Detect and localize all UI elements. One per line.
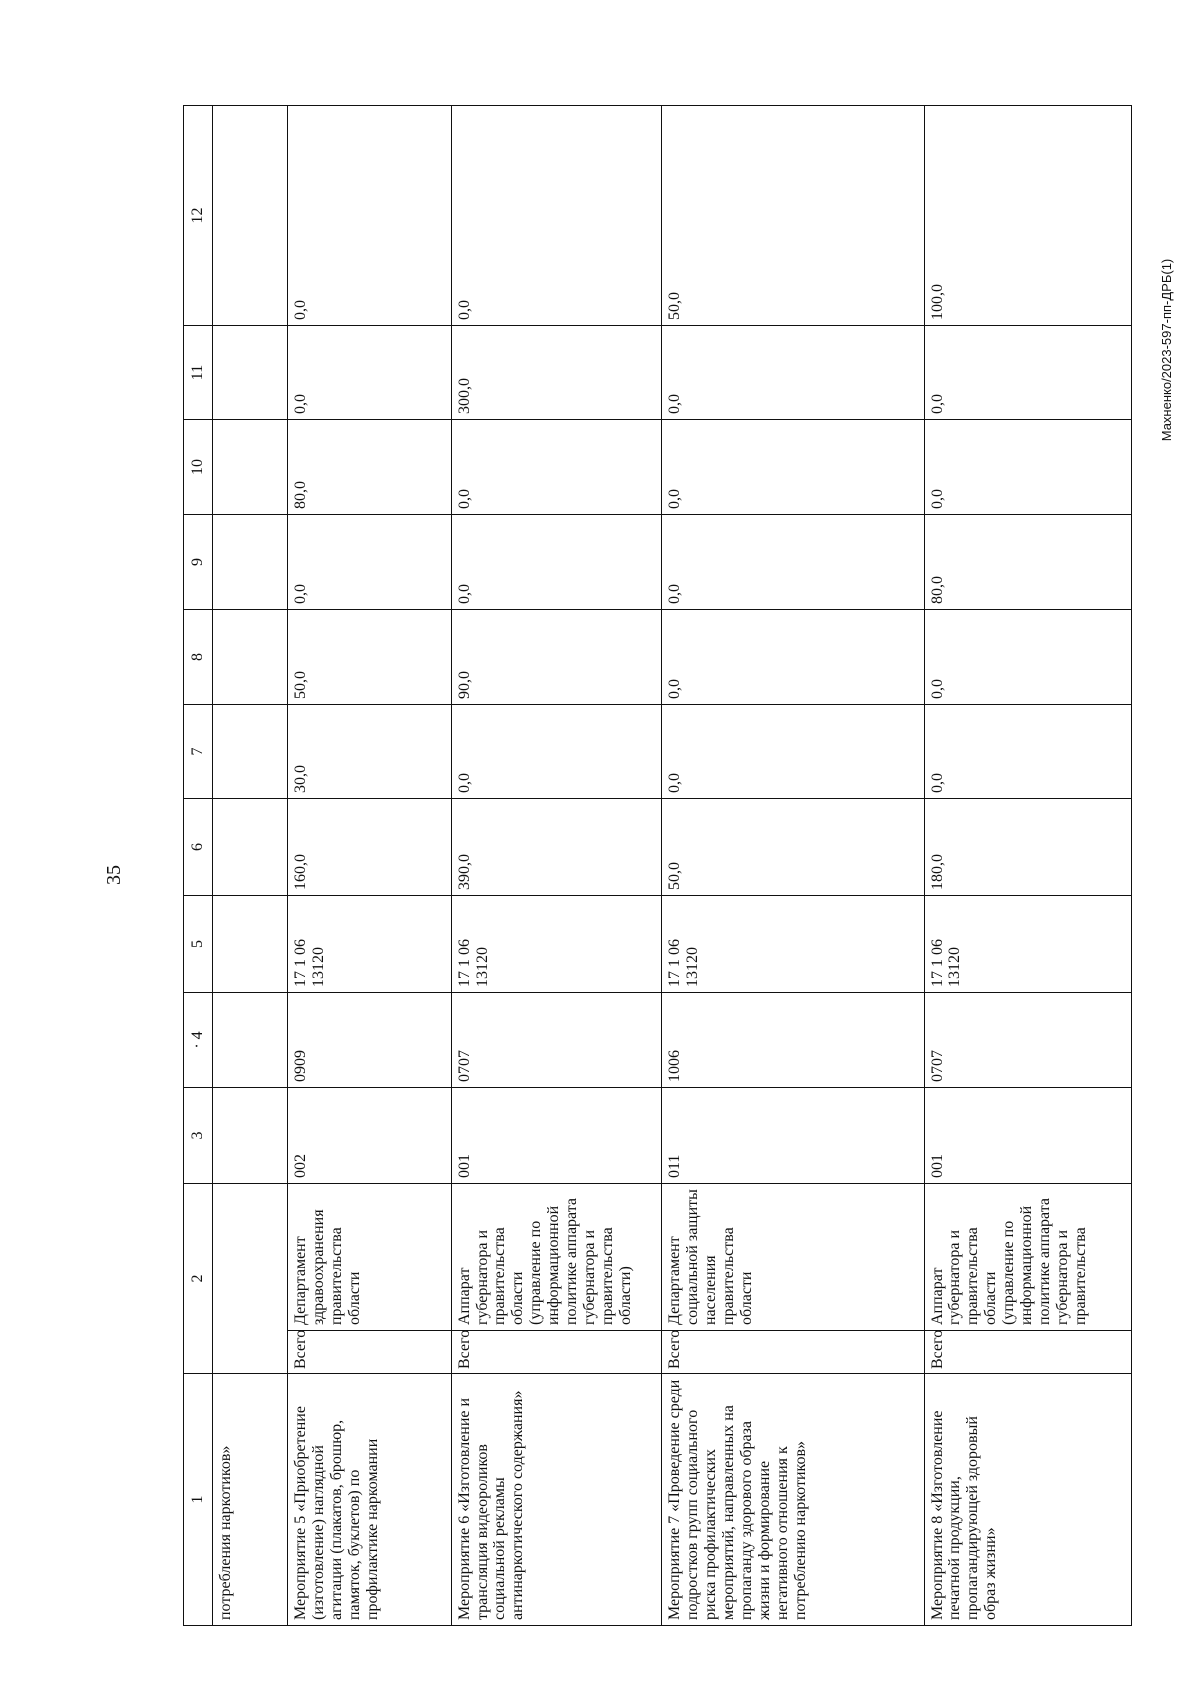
table-row xyxy=(288,106,451,1626)
executor-name: Аппарат губернатора и правительства области (управление по информационной политике аппарата губернатора и правительства xyxy=(928,1197,1089,1325)
value-cell: 0,0 xyxy=(451,515,662,610)
header-cell: 8 xyxy=(184,610,213,705)
budget-table xyxy=(183,105,1132,1626)
activity-cell: Мероприятие 7 «Проведение среди подростков групп социального риска профилактических мероприятий, направленных на пропаганду здорового образа жизни и формирование негативного отношения к потреблению наркотиков» xyxy=(662,1374,924,1626)
value-cell: 50,0 xyxy=(662,106,924,326)
value-cell: 0,0 xyxy=(451,420,662,515)
activity-cell: Мероприятие 5 «Приобретение (изготовление) наглядной агитации (плакатов, брошюр, памяток, буклетов) по профилактике наркомании xyxy=(288,1374,451,1626)
value-cell: 002 xyxy=(288,1088,451,1184)
activity-cell: Мероприятие 8 «Изготовление печатной продукции, пропагандирующей здоровый образ жизни» xyxy=(924,1374,1131,1626)
value-cell: 0,0 xyxy=(662,420,924,515)
total-label: Всего xyxy=(662,1330,923,1373)
value-cell: 17 1 06 13120 xyxy=(662,896,924,993)
document-footer: Махненко/2023-597-пп-ДРБ(1) xyxy=(1159,258,1174,442)
table-row xyxy=(451,106,662,1626)
continued-row xyxy=(213,106,288,1626)
header-cell: 7 xyxy=(184,705,213,799)
value-cell: 50,0 xyxy=(288,610,451,705)
page-number: 35 xyxy=(103,865,125,885)
value-cell: 160,0 xyxy=(288,799,451,896)
value-cell: 0,0 xyxy=(662,515,924,610)
header-cell: 9 xyxy=(184,515,213,610)
value-cell: 17 1 06 13120 xyxy=(451,896,662,993)
header-cell: 1 xyxy=(184,1374,213,1626)
value-cell: 390,0 xyxy=(451,799,662,896)
header-cell: 6 xyxy=(184,799,213,896)
value-cell: 0,0 xyxy=(662,326,924,420)
total-label: Всего xyxy=(288,1330,450,1373)
value-cell: 90,0 xyxy=(451,610,662,705)
value-cell: 100,0 xyxy=(924,106,1131,326)
value-cell: 001 xyxy=(924,1088,1131,1184)
value-cell: 0,0 xyxy=(924,610,1131,705)
value-cell: 0,0 xyxy=(451,705,662,799)
header-cell: 11 xyxy=(184,326,213,420)
value-cell: 001 xyxy=(451,1088,662,1184)
value-cell: 0707 xyxy=(451,993,662,1088)
value-cell: 30,0 xyxy=(288,705,451,799)
value-cell: 0,0 xyxy=(288,106,451,326)
executor-cell xyxy=(662,1184,924,1374)
executor-cell xyxy=(924,1184,1131,1374)
value-cell: 011 xyxy=(662,1088,924,1184)
executor-name: Аппарат губернатора и правительства области (управление по информационной политике аппарата губернатора и правительства области) xyxy=(455,1197,634,1325)
header-cell: 12 xyxy=(184,106,213,326)
executor-cell xyxy=(288,1184,451,1374)
table-row xyxy=(924,106,1131,1626)
value-cell: 180,0 xyxy=(924,799,1131,896)
value-cell: 0,0 xyxy=(924,420,1131,515)
value-cell: 80,0 xyxy=(288,420,451,515)
header-cell: · 4 xyxy=(184,993,213,1088)
total-label: Всего xyxy=(452,1330,662,1373)
value-cell: 80,0 xyxy=(924,515,1131,610)
value-cell: 0,0 xyxy=(662,705,924,799)
table-row xyxy=(662,106,924,1626)
header-cell: 5 xyxy=(184,896,213,993)
value-cell: 0,0 xyxy=(451,106,662,326)
value-cell: 17 1 06 13120 xyxy=(288,896,451,993)
value-cell: 0,0 xyxy=(288,515,451,610)
continued-text: потребления наркотиков» xyxy=(213,1374,288,1626)
value-cell: 17 1 06 13120 xyxy=(924,896,1131,993)
value-cell: 0,0 xyxy=(662,610,924,705)
total-label: Всего xyxy=(925,1330,1131,1373)
executor-name: Департамент здравоохранения правительства области xyxy=(292,1209,363,1325)
activity-cell: Мероприятие 6 «Изготовление и трансляция видеороликов социальной рекламы антинаркотического содержания» xyxy=(451,1374,662,1626)
value-cell: 1006 xyxy=(662,993,924,1088)
header-cell: 3 xyxy=(184,1088,213,1184)
value-cell: 0,0 xyxy=(924,705,1131,799)
header-cell: 10 xyxy=(184,420,213,515)
executor-cell xyxy=(451,1184,662,1374)
header-cell: 2 xyxy=(184,1184,213,1374)
header-row xyxy=(184,106,213,1626)
budget-table-container xyxy=(183,106,1132,1626)
value-cell: 300,0 xyxy=(451,326,662,420)
value-cell: 0,0 xyxy=(288,326,451,420)
executor-name: Департамент социальной защиты населения правительства области xyxy=(666,1189,755,1325)
value-cell: 0,0 xyxy=(924,326,1131,420)
value-cell: 50,0 xyxy=(662,799,924,896)
value-cell: 0707 xyxy=(924,993,1131,1088)
value-cell: 0909 xyxy=(288,993,451,1088)
